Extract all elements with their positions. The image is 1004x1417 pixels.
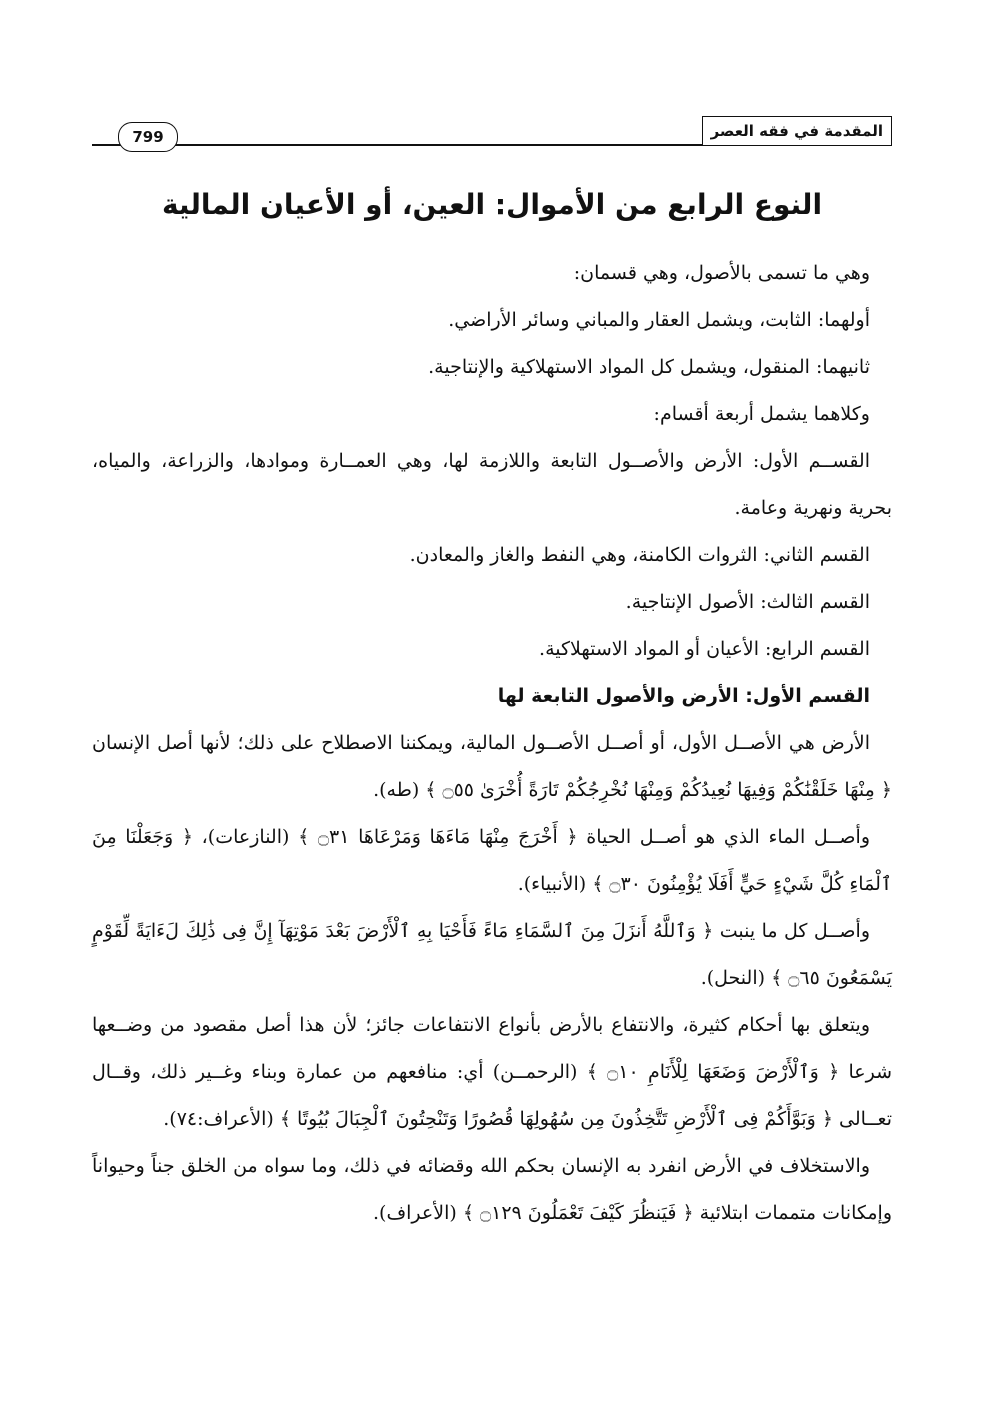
- paragraph: الأرض هي الأصــل الأول، أو أصــل الأصــول المالية، ويمكننا الاصطلاح على ذلك؛ لأنها أصل الإنسان ﴿ مِنْهَا خَلَقْنَٰكُمْ وَفِيهَا نُعِيدُكُمْ وَمِنْهَا نُخْرِجُكُمْ تَارَةً أُخْرَىٰ ۝٥٥ ﴾ (طه).: [92, 732, 892, 801]
- paragraph: وأصــل كل ما ينبت ﴿ وَٱللَّهُ أَنزَلَ مِنَ ٱلسَّمَاءِ مَاءً فَأَحْيَا بِهِ ٱلْأَرْضَ بَعْدَ مَوْتِهَآ إِنَّ فِى ذَٰلِكَ لَءَايَةً لِّقَوْمٍ يَسْمَعُونَ ۝٦٥ ﴾ (النحل).: [92, 920, 892, 989]
- section-title: النوع الرابع من الأموال: العين، أو الأعيان المالية: [161, 188, 823, 221]
- paragraph: أولهما: الثابت، ويشمل العقار والمباني وسائر الأراضي.: [448, 309, 870, 331]
- paragraph: والاستخلاف في الأرض انفرد به الإنسان بحكم الله وقضائه في ذلك، وما سواه من الخلق جناً وحيواناً وإمكانات متممات ابتلائية ﴿ فَيَنظُرَ كَيْفَ تَعْمَلُونَ ۝١٢٩ ﴾ (الأعراف).: [92, 1155, 892, 1224]
- subheading: القسم الأول: الأرض والأصول التابعة لها: [497, 685, 870, 707]
- paragraph: وأصــل الماء الذي هو أصــل الحياة ﴿ أَخْرَجَ مِنْهَا مَاءَهَا وَمَرْعَاهَا ۝٣١ ﴾ (النازعات)، ﴿ وَجَعَلْنَا مِنَ ٱلْمَاءِ كُلَّ شَيْءٍ حَيٍّ أَفَلَا يُؤْمِنُونَ ۝٣٠ ﴾ (الأنبياء).: [92, 826, 892, 895]
- paragraph: القسم الثالث: الأصول الإنتاجية.: [625, 591, 870, 613]
- page-body: [92, 250, 892, 1237]
- running-title: المقدمة في فقه العصر: [702, 116, 892, 145]
- page-header: [92, 116, 892, 150]
- page-number: 799: [118, 122, 178, 152]
- paragraph: القســم الأول: الأرض والأصــول التابعة واللازمة لها، وهي العمــارة وموادها، والزراعة، والمياه، بحرية ونهرية وعامة.: [92, 450, 892, 519]
- paragraph: وهي ما تسمى بالأصول، وهي قسمان:: [573, 262, 870, 284]
- paragraph: القسم الثاني: الثروات الكامنة، وهي النفط والغاز والمعادن.: [409, 544, 870, 566]
- paragraph: ويتعلق بها أحكام كثيرة، والانتفاع بالأرض بأنواع الانتفاعات جائز؛ لأن هذا أصل مقصود من وضــعها شرعا ﴿ وَٱلْأَرْضَ وَضَعَهَا لِلْأَنَامِ ۝١٠ ﴾ (الرحمــن) أي: منافعهم من عمارة وبناء وغــير ذلك، وقــال تعــالى ﴿ وَبَوَّأَكُمْ فِى ٱلْأَرْضِ تَتَّخِذُونَ مِن سُهُولِهَا قُصُورًا وَتَنْحِتُونَ ٱلْجِبَالَ بُيُوتًا ﴾ (الأعراف:٧٤).: [92, 1014, 893, 1130]
- paragraph: القسم الرابع: الأعيان أو المواد الاستهلاكية.: [539, 638, 870, 660]
- paragraph: وكلاهما يشمل أربعة أقسام:: [653, 403, 870, 425]
- paragraph: ثانيهما: المنقول، ويشمل كل المواد الاستهلاكية والإنتاجية.: [428, 356, 870, 378]
